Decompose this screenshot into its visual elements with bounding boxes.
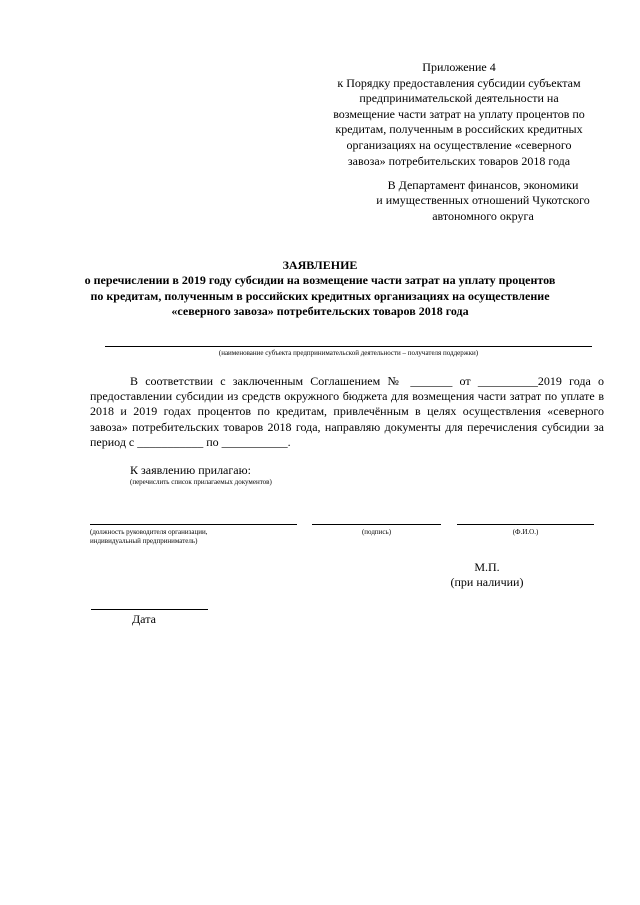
title-line-3: «северного завоза» потребительских товаров 2018 года bbox=[171, 304, 469, 319]
attachments-label: К заявлению прилагаю: bbox=[130, 463, 251, 477]
appendix-line-2: к Порядку предоставления субсидии субъектам bbox=[337, 75, 581, 90]
date-field[interactable] bbox=[91, 609, 208, 610]
appendix-line-6: организациях на осуществление «северного bbox=[346, 137, 572, 152]
addressee-line-3: автономного округа bbox=[432, 208, 534, 223]
stamp-block bbox=[440, 560, 534, 590]
position-field[interactable] bbox=[90, 524, 297, 525]
signature-caption: (подпись) bbox=[361, 528, 392, 536]
document-title bbox=[60, 258, 580, 320]
appendix-line-3: предпринимательской деятельности на bbox=[359, 91, 559, 106]
appendix-line-4: возмещение части затрат на уплату процентов по bbox=[333, 106, 585, 121]
signature-field[interactable] bbox=[312, 524, 441, 525]
body-paragraph bbox=[90, 374, 604, 450]
position-caption bbox=[90, 528, 300, 546]
stamp-label: М.П. bbox=[474, 560, 500, 574]
attachments-caption: (перечислить список прилагаемых документов) bbox=[130, 478, 272, 486]
appendix-line-1: Приложение 4 bbox=[422, 60, 496, 74]
name-field[interactable] bbox=[457, 524, 594, 525]
title-line-1: о перечислении в 2019 году субсидии на возмещение части затрат на уплату процентов bbox=[84, 273, 556, 288]
title-line-2: по кредитам, полученным в российских кредитных организациях на осуществление bbox=[90, 288, 550, 303]
addressee-block bbox=[352, 178, 614, 224]
date-label: Дата bbox=[132, 612, 156, 626]
addressee-line-1: В Департамент финансов, экономики bbox=[387, 178, 579, 192]
subject-caption: (наименование субъекта предпринимательской деятельности – получателя поддержки) bbox=[218, 349, 479, 357]
appendix-header bbox=[300, 60, 618, 169]
name-caption: (Ф.И.О.) bbox=[512, 528, 539, 536]
title-heading: ЗАЯВЛЕНИЕ bbox=[282, 258, 358, 272]
subject-name-field[interactable] bbox=[105, 346, 592, 347]
appendix-line-7: завоза» потребительских товаров 2018 года bbox=[347, 153, 571, 168]
addressee-line-2: и имущественных отношений Чукотского bbox=[376, 193, 590, 208]
body-text: В соответствии с заключенным Соглашением № _______ от __________2019 года о предоставлении субсидии из средств окружного бюджета для возмещения части затрат по уплате в 2018 и 2019 годах процентов по кредитам, привлечённым в целях осуществления «северного завоза» потребительских товаров 2018 года, направляю документы для перечисления субсидии за период с ___________ по ___________. bbox=[90, 374, 604, 449]
position-caption-line-2: индивидуальный предприниматель) bbox=[90, 537, 198, 545]
position-caption-line-1: (должность руководителя организации, bbox=[90, 528, 208, 536]
appendix-line-5: кредитам, полученным в российских кредитных bbox=[335, 122, 583, 137]
stamp-note: (при наличии) bbox=[450, 575, 524, 589]
